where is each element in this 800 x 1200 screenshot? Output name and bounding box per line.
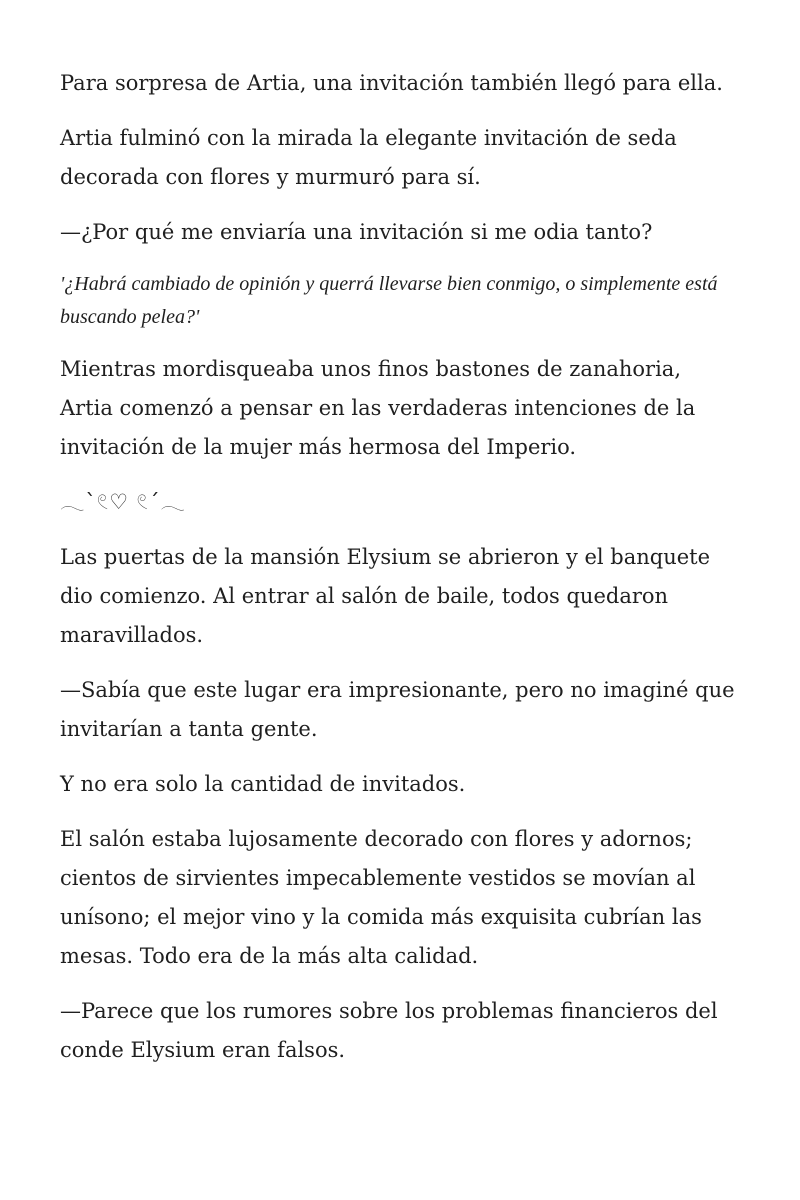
dialogue-line: —Sabía que este lugar era impresionante, pero no imaginé que invitarían a tanta gente. bbox=[60, 678, 735, 741]
dialogue-line: —Parece que los rumores sobre los problemas financieros del conde Elysium eran falsos. bbox=[60, 999, 718, 1062]
paragraph: Mientras mordisqueaba unos finos bastones de zanahoria, Artia comenzó a pensar en las verdaderas intenciones de la invitación de la mujer más hermosa del Imperio. bbox=[60, 357, 696, 459]
paragraph: El salón estaba lujosamente decorado con flores y adornos; cientos de sirvientes impecablemente vestidos se movían al unísono; el mejor vino y la comida más exquisita cubrían las mesas. Todo era de la más alta calidad. bbox=[60, 827, 702, 968]
paragraph: Las puertas de la mansión Elysium se abrieron y el banquete dio comienzo. Al entrar al salón de baile, todos quedaron maravillados. bbox=[60, 545, 711, 647]
scene-separator: 𓂃`𓏲♡ 𓏲´𓂃 bbox=[60, 490, 187, 514]
reading-page bbox=[60, 64, 740, 1086]
paragraph: Artia fulminó con la mirada la elegante invitación de seda decorada con flores y murmuró para sí. bbox=[60, 126, 677, 189]
inner-thought: '¿Habrá cambiado de opinión y querrá llevarse bien conmigo, o simplemente está buscando pelea?' bbox=[60, 273, 718, 328]
paragraph: Y no era solo la cantidad de invitados. bbox=[60, 772, 466, 796]
paragraph: Para sorpresa de Artia, una invitación también llegó para ella. bbox=[60, 71, 723, 95]
dialogue-line: —¿Por qué me enviaría una invitación si me odia tanto? bbox=[60, 220, 653, 244]
